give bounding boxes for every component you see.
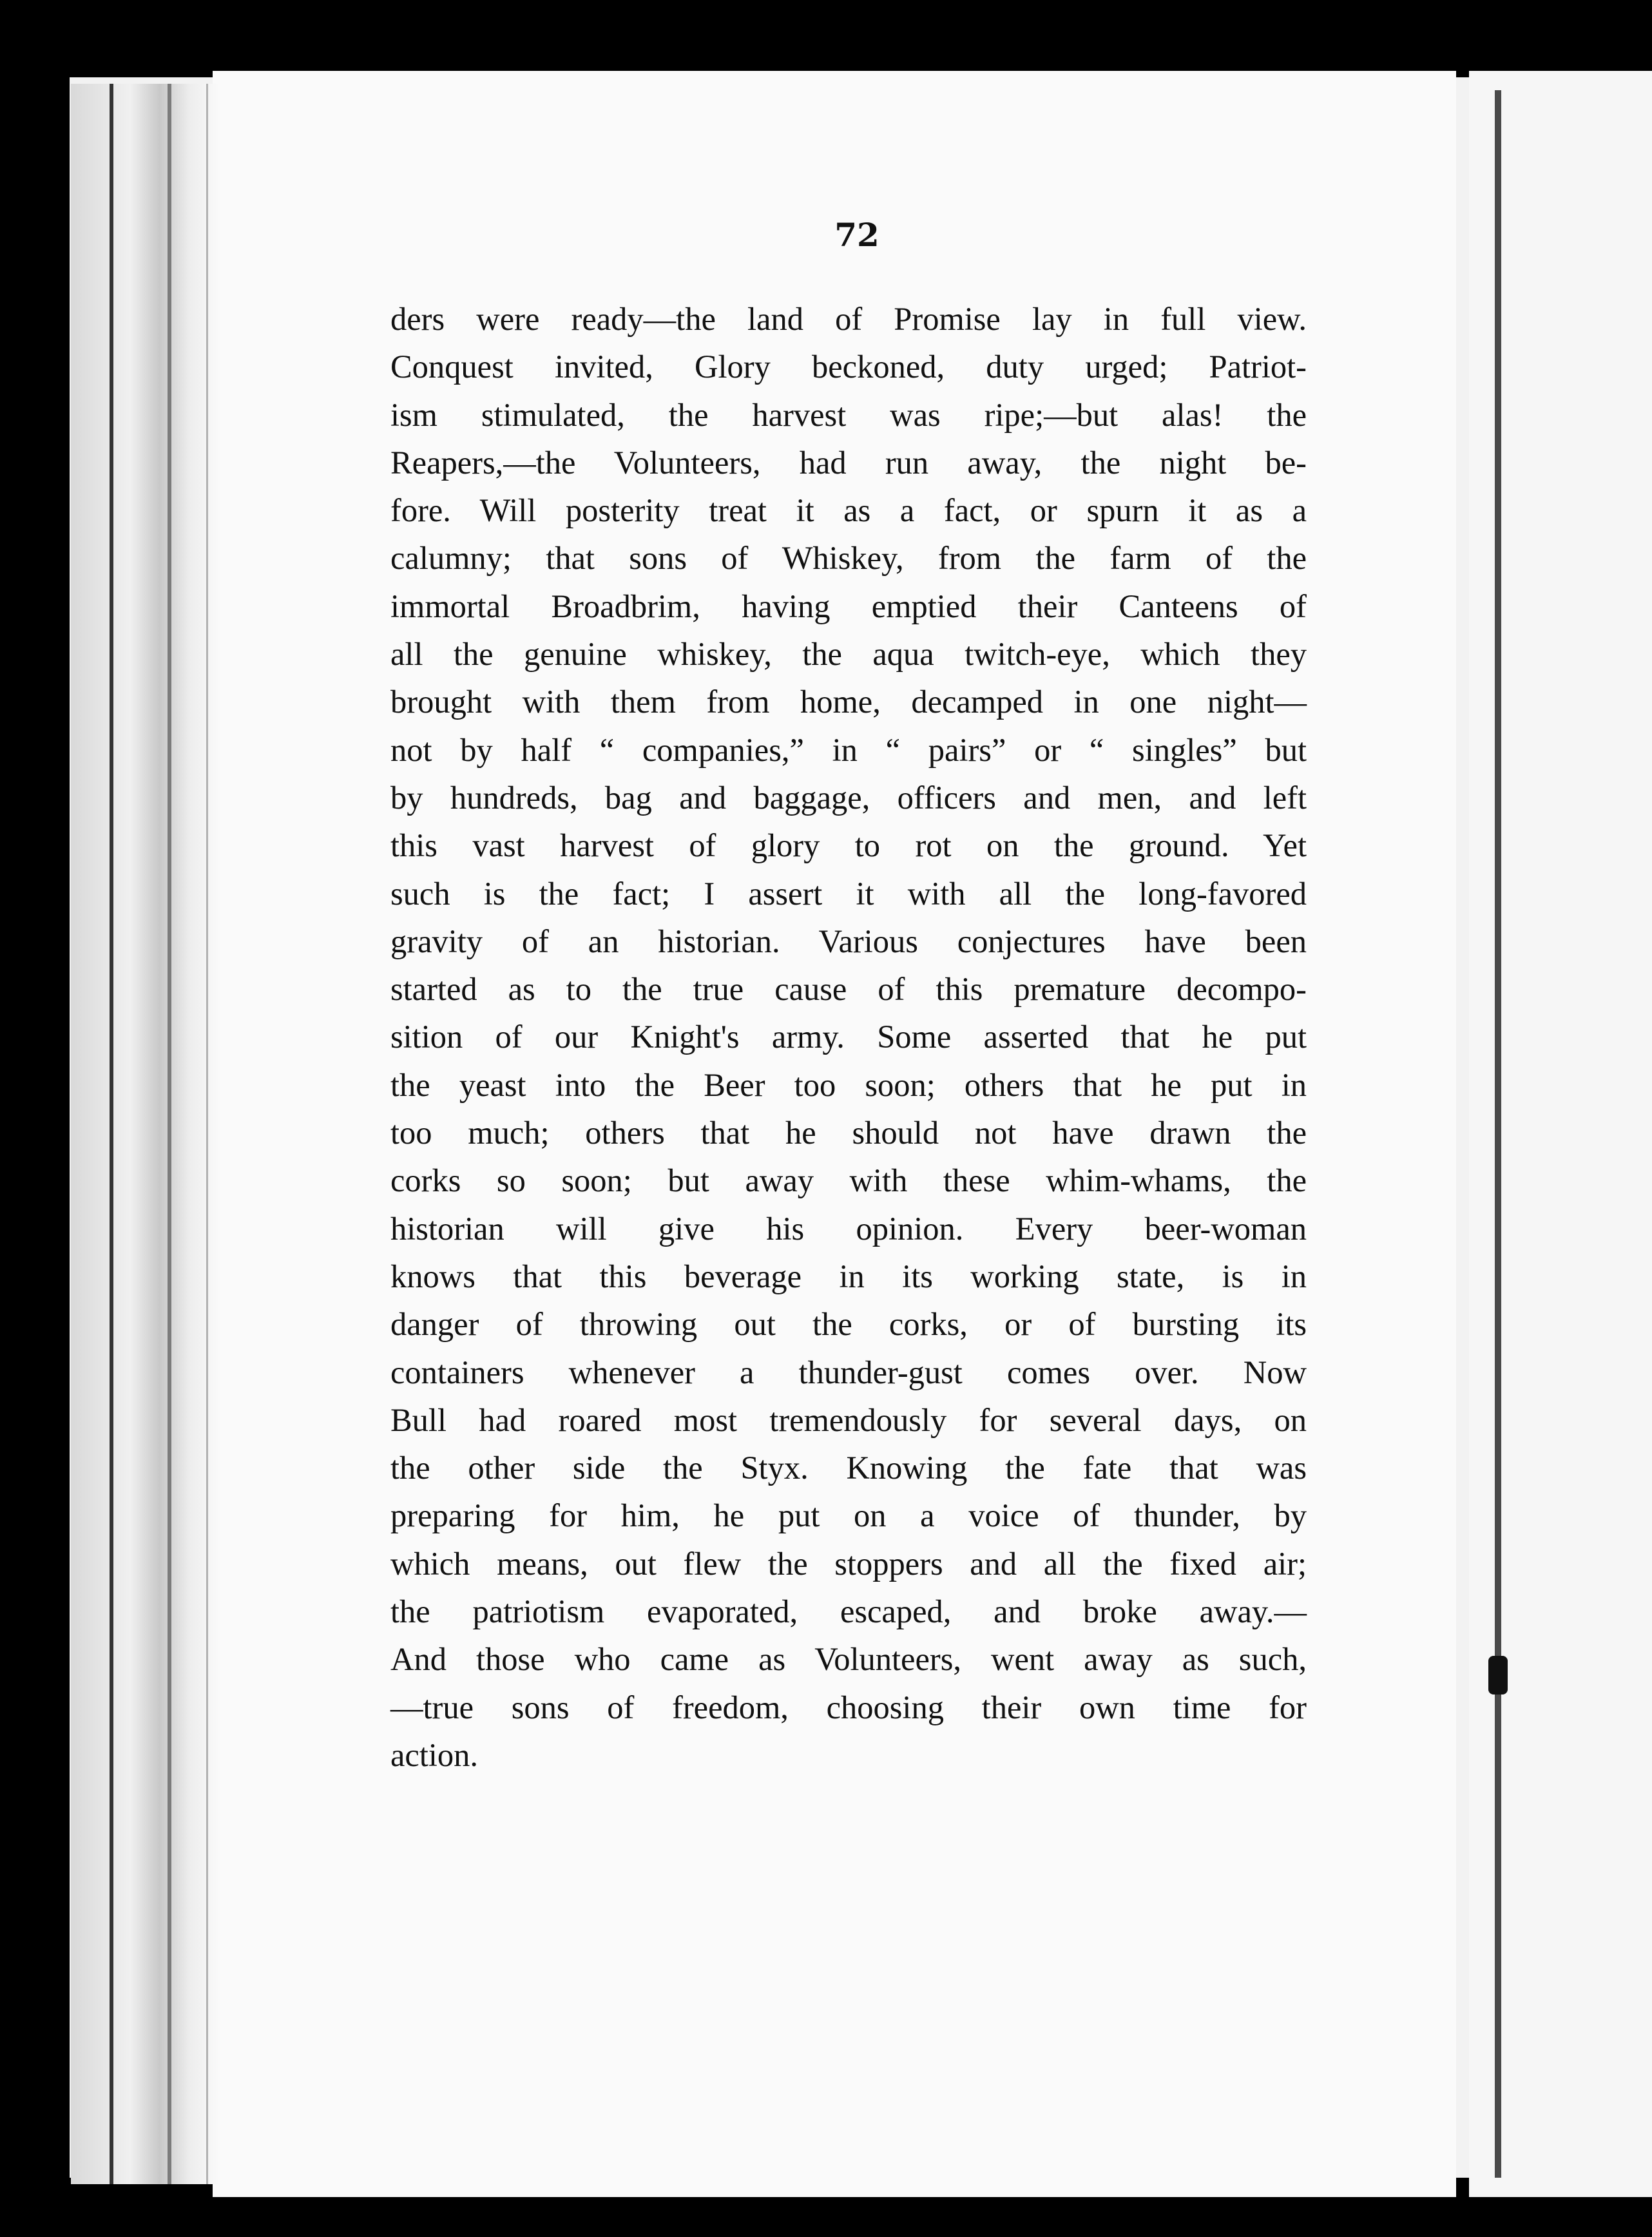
book-binding	[71, 84, 219, 2184]
text-line: action.	[390, 1736, 479, 1773]
text-line: such is the fact; I assert it with all the long-favored	[390, 875, 1307, 912]
text-line: preparing for him, he put on a voice of thunder, by	[390, 1497, 1307, 1534]
page-body-text	[390, 295, 1307, 1779]
text-line: sition of our Knight's army. Some asserted that he put	[390, 1019, 1307, 1055]
facing-page	[1469, 71, 1652, 2197]
text-line: brought with them from home, decamped in one night—	[390, 684, 1307, 720]
text-line: danger of throwing out the corks, or of bursting its	[390, 1306, 1307, 1343]
text-line: started as to the true cause of this premature decompo-	[390, 971, 1307, 1008]
text-line: fore. Will posterity treat it as a fact, or spurn it as a	[390, 492, 1307, 529]
binding-edge-line	[206, 84, 208, 2184]
text-line: not by half “ companies,” in “ pairs” or “ singles” but	[390, 731, 1307, 768]
text-line: by hundreds, bag and baggage, officers and men, and left	[390, 779, 1307, 816]
text-line: containers whenever a thunder-gust comes over. Now	[390, 1354, 1307, 1390]
text-line: which means, out flew the stoppers and all the fixed air;	[390, 1545, 1307, 1582]
text-line: calumny; that sons of Whiskey, from the farm of the	[390, 540, 1307, 577]
text-line: Reapers,—the Volunteers, had run away, the night be-	[390, 444, 1307, 481]
text-line: historian will give his opinion. Every beer-woman	[390, 1210, 1307, 1247]
text-line: gravity of an historian. Various conjectures have been	[390, 923, 1307, 959]
text-line: too much; others that he should not have drawn the	[390, 1115, 1307, 1151]
text-line: the patriotism evaporated, escaped, and broke away.—	[390, 1593, 1307, 1630]
page-tab-marker	[1488, 1656, 1508, 1695]
text-line: ders were ready—the land of Promise lay in full view.	[390, 301, 1307, 337]
text-line: —true sons of freedom, choosing their own time for	[390, 1689, 1307, 1725]
text-line: Conquest invited, Glory beckoned, duty urged; Patriot-	[390, 349, 1307, 385]
page-number: 72	[834, 216, 879, 254]
binding-edge-line	[168, 84, 171, 2184]
text-line: And those who came as Volunteers, went away as such,	[390, 1641, 1307, 1678]
text-line: the other side the Styx. Knowing the fate that was	[390, 1450, 1307, 1486]
text-line: knows that this beverage in its working state, is in	[390, 1258, 1307, 1294]
facing-page-edge	[1495, 90, 1501, 2178]
text-line: this vast harvest of glory to rot on the ground. Yet	[390, 827, 1307, 864]
text-line: immortal Broadbrim, having emptied their Canteens of	[390, 588, 1307, 624]
binding-edge-line	[110, 84, 113, 2184]
text-line: all the genuine whiskey, the aqua twitch-eye, which they	[390, 636, 1307, 673]
text-line: corks so soon; but away with these whim-whams, the	[390, 1162, 1307, 1199]
text-line: the yeast into the Beer too soon; others that he put in	[390, 1066, 1307, 1103]
text-line: Bull had roared most tremendously for several days, on	[390, 1401, 1307, 1438]
text-line: ism stimulated, the harvest was ripe;—but alas! the	[390, 396, 1307, 433]
